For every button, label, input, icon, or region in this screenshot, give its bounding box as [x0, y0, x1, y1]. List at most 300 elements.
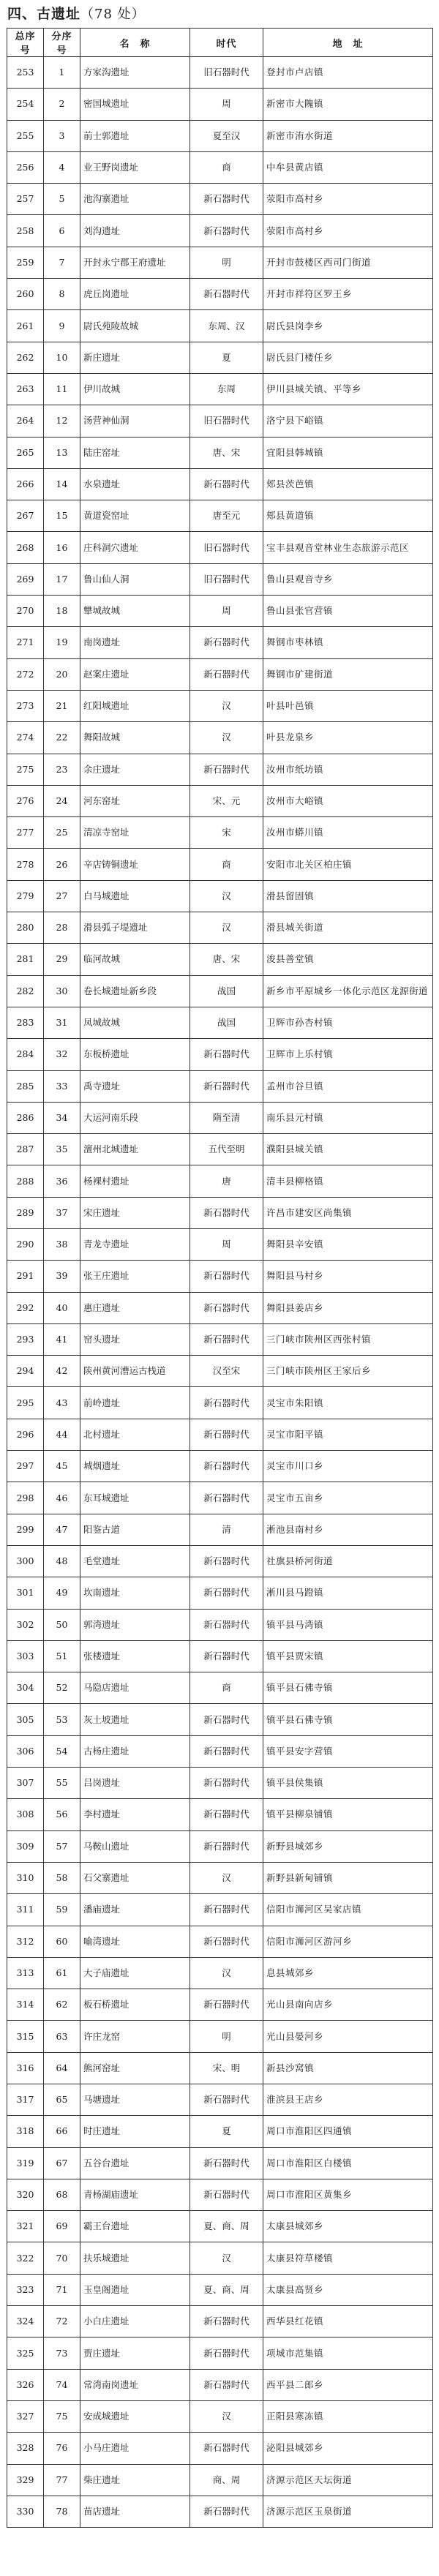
address-cell: 光山县南向店乡	[263, 1989, 433, 2021]
total-number-cell: 298	[7, 1482, 44, 1514]
address-cell: 新县沙窝镇	[263, 2052, 433, 2084]
total-number-cell: 266	[7, 468, 44, 500]
address-cell: 汝州市大峪镇	[263, 785, 433, 816]
site-name-cell: 吕岗遗址	[80, 1768, 190, 1799]
site-name-cell: 张王庄遗址	[80, 1261, 190, 1292]
era-cell: 东周、汉	[190, 310, 263, 342]
table-row	[7, 1007, 433, 1038]
address-cell: 新密市大隗镇	[263, 89, 433, 120]
table-row	[7, 1609, 433, 1640]
sub-number-cell: 21	[44, 690, 80, 721]
site-name-cell: 方家沟遗址	[80, 57, 190, 89]
site-name-cell: 板石桥遗址	[80, 1989, 190, 2021]
address-cell: 中牟县黄店镇	[263, 151, 433, 183]
sub-number-cell: 12	[44, 405, 80, 437]
era-cell: 宋	[190, 817, 263, 849]
site-name-cell: 犨城故城	[80, 596, 190, 627]
sub-number-cell: 5	[44, 184, 80, 215]
site-name-cell: 业王野岗遗址	[80, 151, 190, 183]
sub-number-cell: 25	[44, 817, 80, 849]
era-cell: 夏至汉	[190, 120, 263, 151]
site-name-cell: 汤营神仙洞	[80, 405, 190, 437]
total-number-cell: 287	[7, 1134, 44, 1165]
table-row	[7, 563, 433, 595]
sub-number-cell: 34	[44, 1102, 80, 1133]
address-cell: 新密市洧水街道	[263, 120, 433, 151]
address-cell: 泌阳县城郊乡	[263, 2433, 433, 2464]
total-number-cell: 317	[7, 2084, 44, 2116]
address-cell: 灵宝市五亩乡	[263, 1482, 433, 1514]
site-name-cell: 古杨庄遗址	[80, 1735, 190, 1767]
address-cell: 西平县二郎乡	[263, 2369, 433, 2400]
address-cell: 镇平县侯集镇	[263, 1768, 433, 1799]
sub-number-cell: 58	[44, 1862, 80, 1893]
site-name-cell: 伊川故城	[80, 373, 190, 405]
sub-number-cell: 42	[44, 1356, 80, 1387]
table-row	[7, 2242, 433, 2274]
section-count: （78 处）	[80, 7, 146, 22]
total-number-cell: 322	[7, 2242, 44, 2274]
total-number-cell: 285	[7, 1070, 44, 1102]
table-row	[7, 2496, 433, 2527]
total-number-cell: 286	[7, 1102, 44, 1133]
total-number-cell: 280	[7, 912, 44, 944]
table-row	[7, 690, 433, 721]
era-cell: 周	[190, 89, 263, 120]
site-name-cell: 张楼遗址	[80, 1640, 190, 1672]
address-cell: 荥阳市高村乡	[263, 215, 433, 247]
total-number-cell: 318	[7, 2116, 44, 2147]
table-row	[7, 2084, 433, 2116]
total-number-cell: 269	[7, 563, 44, 595]
sub-number-cell: 64	[44, 2052, 80, 2084]
table-row	[7, 2464, 433, 2496]
address-cell: 镇平县石佛寺镇	[263, 1672, 433, 1704]
sub-number-cell: 43	[44, 1387, 80, 1419]
sub-number-cell: 61	[44, 1957, 80, 1989]
total-number-cell: 302	[7, 1609, 44, 1640]
era-cell: 旧石器时代	[190, 57, 263, 89]
site-name-cell: 东耳城遗址	[80, 1482, 190, 1514]
address-cell: 浚县善堂镇	[263, 944, 433, 975]
era-cell: 五代至明	[190, 1134, 263, 1165]
site-name-cell: 白马城遗址	[80, 880, 190, 912]
site-name-cell: 扶乐城遗址	[80, 2242, 190, 2274]
era-cell: 新石器时代	[190, 468, 263, 500]
sub-number-cell: 53	[44, 1704, 80, 1735]
table-row	[7, 1323, 433, 1355]
era-cell: 周	[190, 1228, 263, 1260]
table-row	[7, 1672, 433, 1704]
total-number-cell: 319	[7, 2147, 44, 2179]
address-cell: 周口市淮阳区白楼镇	[263, 2147, 433, 2179]
address-cell: 叶县龙泉乡	[263, 722, 433, 754]
table-row	[7, 1451, 433, 1482]
table-row	[7, 468, 433, 500]
address-cell: 光山县晏河乡	[263, 2021, 433, 2052]
address-cell: 舞钢市枣林镇	[263, 627, 433, 658]
address-cell: 南乐县元村镇	[263, 1102, 433, 1133]
total-number-cell: 264	[7, 405, 44, 437]
table-row	[7, 2274, 433, 2305]
sub-number-cell: 31	[44, 1007, 80, 1038]
site-name-cell: 庄科洞穴遗址	[80, 532, 190, 563]
era-cell: 旧石器时代	[190, 563, 263, 595]
table-row	[7, 1957, 433, 1989]
address-cell: 滑县留固镇	[263, 880, 433, 912]
table-row	[7, 1070, 433, 1102]
site-name-cell: 舞阳故城	[80, 722, 190, 754]
era-cell: 汉	[190, 912, 263, 944]
sub-number-cell: 6	[44, 215, 80, 247]
era-cell: 汉	[190, 1957, 263, 1989]
site-name-cell: 河东窑址	[80, 785, 190, 816]
site-name-cell: 水泉遗址	[80, 468, 190, 500]
total-number-cell: 272	[7, 658, 44, 690]
address-cell: 舞钢市矿建街道	[263, 658, 433, 690]
era-cell: 新石器时代	[190, 1070, 263, 1102]
total-number-cell: 295	[7, 1387, 44, 1419]
total-number-cell: 282	[7, 975, 44, 1007]
site-name-cell: 宋庄遗址	[80, 1197, 190, 1228]
total-number-cell: 271	[7, 627, 44, 658]
era-cell: 夏	[190, 2116, 263, 2147]
table-row	[7, 880, 433, 912]
site-name-cell: 滑县弧子堤遗址	[80, 912, 190, 944]
table-row	[7, 722, 433, 754]
table-row	[7, 2052, 433, 2084]
era-cell: 新石器时代	[190, 1894, 263, 1926]
era-cell: 商、周	[190, 2464, 263, 2496]
site-name-cell: 窑头遗址	[80, 1323, 190, 1355]
era-cell: 新石器时代	[190, 1039, 263, 1070]
address-cell: 三门峡市陕州区王家后乡	[263, 1356, 433, 1387]
table-row	[7, 2179, 433, 2210]
site-name-cell: 熊河窑址	[80, 2052, 190, 2084]
era-cell: 汉	[190, 2400, 263, 2432]
era-cell: 新石器时代	[190, 1197, 263, 1228]
site-name-cell: 南岗遗址	[80, 627, 190, 658]
table-row	[7, 1134, 433, 1165]
era-cell: 新石器时代	[190, 2433, 263, 2464]
address-cell: 淅池县南村乡	[263, 1514, 433, 1545]
sub-number-cell: 67	[44, 2147, 80, 2179]
address-cell: 镇平县柳泉铺镇	[263, 1799, 433, 1830]
era-cell: 新石器时代	[190, 215, 263, 247]
address-cell: 舞阳县马村乡	[263, 1261, 433, 1292]
table-row	[7, 627, 433, 658]
address-cell: 叶县叶邑镇	[263, 690, 433, 721]
table-row	[7, 785, 433, 816]
site-name-cell: 柴庄遗址	[80, 2464, 190, 2496]
era-cell: 新石器时代	[190, 2496, 263, 2527]
address-cell: 濮阳县城关镇	[263, 1134, 433, 1165]
address-cell: 信阳市浉河区游河乡	[263, 1926, 433, 1957]
address-cell: 周口市淮阳区黄集乡	[263, 2179, 433, 2210]
total-number-cell: 254	[7, 89, 44, 120]
site-name-cell: 潘庙遗址	[80, 1894, 190, 1926]
total-number-cell: 323	[7, 2274, 44, 2305]
era-cell: 新石器时代	[190, 2147, 263, 2179]
address-cell: 尉氏县岗李乡	[263, 310, 433, 342]
era-cell: 新石器时代	[190, 1768, 263, 1799]
table-row	[7, 247, 433, 278]
era-cell: 新石器时代	[190, 1735, 263, 1767]
era-cell: 新石器时代	[190, 1323, 263, 1355]
era-cell: 明	[190, 2021, 263, 2052]
total-number-cell: 301	[7, 1577, 44, 1609]
total-number-cell: 260	[7, 279, 44, 310]
table-row	[7, 279, 433, 310]
address-cell: 许昌市建安区尚集镇	[263, 1197, 433, 1228]
address-cell: 镇平县贾宋镇	[263, 1640, 433, 1672]
sub-number-cell: 71	[44, 2274, 80, 2305]
address-cell: 汝州市蟒川镇	[263, 817, 433, 849]
table-row	[7, 658, 433, 690]
site-name-cell: 青杨湖庙遗址	[80, 2179, 190, 2210]
site-name-cell: 时庄遗址	[80, 2116, 190, 2147]
address-cell: 灵宝市川口乡	[263, 1451, 433, 1482]
total-number-cell: 259	[7, 247, 44, 278]
table-row	[7, 1640, 433, 1672]
sub-number-cell: 27	[44, 880, 80, 912]
era-cell: 夏	[190, 342, 263, 373]
total-number-cell: 294	[7, 1356, 44, 1387]
sub-number-cell: 7	[44, 247, 80, 278]
address-cell: 济源示范区玉泉街道	[263, 2496, 433, 2527]
era-cell: 宋、明	[190, 2052, 263, 2084]
sub-number-cell: 33	[44, 1070, 80, 1102]
address-cell: 宝丰县观音堂林业生态旅游示范区	[263, 532, 433, 563]
site-name-cell: 陆庄窑址	[80, 437, 190, 468]
address-cell: 太康县符草楼镇	[263, 2242, 433, 2274]
sub-number-cell: 19	[44, 627, 80, 658]
sub-number-cell: 10	[44, 342, 80, 373]
sub-number-cell: 30	[44, 975, 80, 1007]
sub-number-cell: 36	[44, 1165, 80, 1197]
table-row	[7, 405, 433, 437]
era-cell: 唐、宋	[190, 944, 263, 975]
site-name-cell: 毛堂遗址	[80, 1545, 190, 1577]
site-name-cell: 玉皇阁遗址	[80, 2274, 190, 2305]
table-row	[7, 2306, 433, 2337]
era-cell: 旧石器时代	[190, 532, 263, 563]
table-row	[7, 151, 433, 183]
site-name-cell: 五谷台遗址	[80, 2147, 190, 2179]
site-name-cell: 贾庄遗址	[80, 2337, 190, 2369]
sub-number-cell: 18	[44, 596, 80, 627]
sub-number-cell: 65	[44, 2084, 80, 2116]
table-row	[7, 57, 433, 89]
address-cell: 信阳市浉河区吴家店镇	[263, 1894, 433, 1926]
address-cell: 淮滨县王店乡	[263, 2084, 433, 2116]
total-number-cell: 265	[7, 437, 44, 468]
total-number-cell: 326	[7, 2369, 44, 2400]
table-body	[7, 57, 433, 2528]
total-number-cell: 293	[7, 1323, 44, 1355]
era-cell: 商	[190, 151, 263, 183]
total-number-cell: 320	[7, 2179, 44, 2210]
address-cell: 周口市淮阳区四通镇	[263, 2116, 433, 2147]
era-cell: 新石器时代	[190, 1926, 263, 1957]
total-number-cell: 273	[7, 690, 44, 721]
site-name-cell: 鲁山仙人洞	[80, 563, 190, 595]
total-number-cell: 256	[7, 151, 44, 183]
table-row	[7, 1577, 433, 1609]
site-name-cell: 凤城故城	[80, 1007, 190, 1038]
total-number-cell: 289	[7, 1197, 44, 1228]
total-number-cell: 258	[7, 215, 44, 247]
address-cell: 伊川县城关镇、平等乡	[263, 373, 433, 405]
era-cell: 唐、宋	[190, 437, 263, 468]
era-cell: 新石器时代	[190, 2084, 263, 2116]
table-row	[7, 1704, 433, 1735]
sub-number-cell: 78	[44, 2496, 80, 2527]
sub-number-cell: 22	[44, 722, 80, 754]
era-cell: 新石器时代	[190, 627, 263, 658]
site-name-cell: 前岭遗址	[80, 1387, 190, 1419]
era-cell: 新石器时代	[190, 1704, 263, 1735]
sub-number-cell: 39	[44, 1261, 80, 1292]
site-name-cell: 开封永宁郡王府遗址	[80, 247, 190, 278]
total-number-cell: 268	[7, 532, 44, 563]
address-cell: 正阳县寒冻镇	[263, 2400, 433, 2432]
site-name-cell: 霸王台遗址	[80, 2211, 190, 2242]
total-number-cell: 329	[7, 2464, 44, 2496]
address-cell: 郏县茨芭镇	[263, 468, 433, 500]
site-name-cell: 小白庄遗址	[80, 2306, 190, 2337]
sub-number-cell: 35	[44, 1134, 80, 1165]
site-name-cell: 清凉寺窑址	[80, 817, 190, 849]
address-cell: 舞阳县姜店乡	[263, 1292, 433, 1323]
address-cell: 灵宝市阳平镇	[263, 1419, 433, 1450]
era-cell: 商	[190, 1672, 263, 1704]
sub-number-cell: 41	[44, 1323, 80, 1355]
era-cell: 新石器时代	[190, 2337, 263, 2369]
table-row	[7, 2433, 433, 2464]
sub-number-cell: 24	[44, 785, 80, 816]
table-row	[7, 437, 433, 468]
address-cell: 卫辉市上乐村镇	[263, 1039, 433, 1070]
era-cell: 汉	[190, 722, 263, 754]
total-number-cell: 307	[7, 1768, 44, 1799]
sub-number-cell: 29	[44, 944, 80, 975]
total-number-cell: 315	[7, 2021, 44, 2052]
total-number-cell: 313	[7, 1957, 44, 1989]
address-cell: 镇平县马湾镇	[263, 1609, 433, 1640]
header-total-number: 总序号	[7, 29, 44, 57]
site-name-cell: 新庄遗址	[80, 342, 190, 373]
header-address: 地 址	[263, 29, 433, 57]
address-cell: 鲁山县张官营镇	[263, 596, 433, 627]
table-row	[7, 1197, 433, 1228]
era-cell: 明	[190, 247, 263, 278]
address-cell: 新乡市平原城乡一体化示范区龙源街道	[263, 975, 433, 1007]
sub-number-cell: 47	[44, 1514, 80, 1545]
era-cell: 新石器时代	[190, 279, 263, 310]
site-name-cell: 青龙寺遗址	[80, 1228, 190, 1260]
total-number-cell: 300	[7, 1545, 44, 1577]
table-row	[7, 1989, 433, 2021]
total-number-cell: 279	[7, 880, 44, 912]
total-number-cell: 311	[7, 1894, 44, 1926]
table-row	[7, 1419, 433, 1450]
era-cell: 新石器时代	[190, 1451, 263, 1482]
table-row	[7, 373, 433, 405]
sub-number-cell: 11	[44, 373, 80, 405]
total-number-cell: 327	[7, 2400, 44, 2432]
site-name-cell: 池沟寨遗址	[80, 184, 190, 215]
address-cell: 郏县黄道镇	[263, 500, 433, 532]
era-cell: 新石器时代	[190, 1261, 263, 1292]
address-cell: 太康县城郊乡	[263, 2211, 433, 2242]
table-row	[7, 944, 433, 975]
era-cell: 新石器时代	[190, 1609, 263, 1640]
address-cell: 开封市祥符区罗王乡	[263, 279, 433, 310]
address-cell: 三门峡市陕州区西张村镇	[263, 1323, 433, 1355]
sub-number-cell: 54	[44, 1735, 80, 1767]
total-number-cell: 330	[7, 2496, 44, 2527]
table-row	[7, 215, 433, 247]
era-cell: 隋至清	[190, 1102, 263, 1133]
table-row	[7, 89, 433, 120]
address-cell: 鲁山县观音寺乡	[263, 563, 433, 595]
era-cell: 唐	[190, 1165, 263, 1197]
address-cell: 卫辉市孙杏村镇	[263, 1007, 433, 1038]
site-name-cell: 常湾南岗遗址	[80, 2369, 190, 2400]
sub-number-cell: 15	[44, 500, 80, 532]
address-cell: 新野县城郊乡	[263, 1830, 433, 1862]
total-number-cell: 274	[7, 722, 44, 754]
sub-number-cell: 76	[44, 2433, 80, 2464]
sub-number-cell: 68	[44, 2179, 80, 2210]
site-name-cell: 尉氏苑陵故城	[80, 310, 190, 342]
table-row	[7, 532, 433, 563]
table-row	[7, 912, 433, 944]
sub-number-cell: 28	[44, 912, 80, 944]
sub-number-cell: 13	[44, 437, 80, 468]
site-name-cell: 刘沟遗址	[80, 215, 190, 247]
sub-number-cell: 51	[44, 1640, 80, 1672]
total-number-cell: 283	[7, 1007, 44, 1038]
header-name: 名 称	[80, 29, 190, 57]
site-name-cell: 陕州黄河漕运古栈道	[80, 1356, 190, 1387]
sub-number-cell: 56	[44, 1799, 80, 1830]
site-name-cell: 阳鉴古道	[80, 1514, 190, 1545]
site-name-cell: 安成城遗址	[80, 2400, 190, 2432]
table-header-row	[7, 29, 433, 57]
total-number-cell: 255	[7, 120, 44, 151]
sub-number-cell: 52	[44, 1672, 80, 1704]
address-cell: 安阳市北关区柏庄镇	[263, 849, 433, 880]
site-name-cell: 红阳城遗址	[80, 690, 190, 721]
site-name-cell: 黄道瓷窑址	[80, 500, 190, 532]
table-row	[7, 1545, 433, 1577]
table-row	[7, 1894, 433, 1926]
address-cell: 济源示范区天坛街道	[263, 2464, 433, 2496]
table-row	[7, 2369, 433, 2400]
table-row	[7, 2021, 433, 2052]
era-cell: 周	[190, 596, 263, 627]
era-cell: 新石器时代	[190, 1545, 263, 1577]
site-name-cell: 许庄龙窑	[80, 2021, 190, 2052]
site-name-cell: 东板桥遗址	[80, 1039, 190, 1070]
site-name-cell: 虎丘岗遗址	[80, 279, 190, 310]
header-era: 时代	[190, 29, 263, 57]
table-row	[7, 1926, 433, 1957]
total-number-cell: 306	[7, 1735, 44, 1767]
header-sub-number: 分序号	[44, 29, 80, 57]
